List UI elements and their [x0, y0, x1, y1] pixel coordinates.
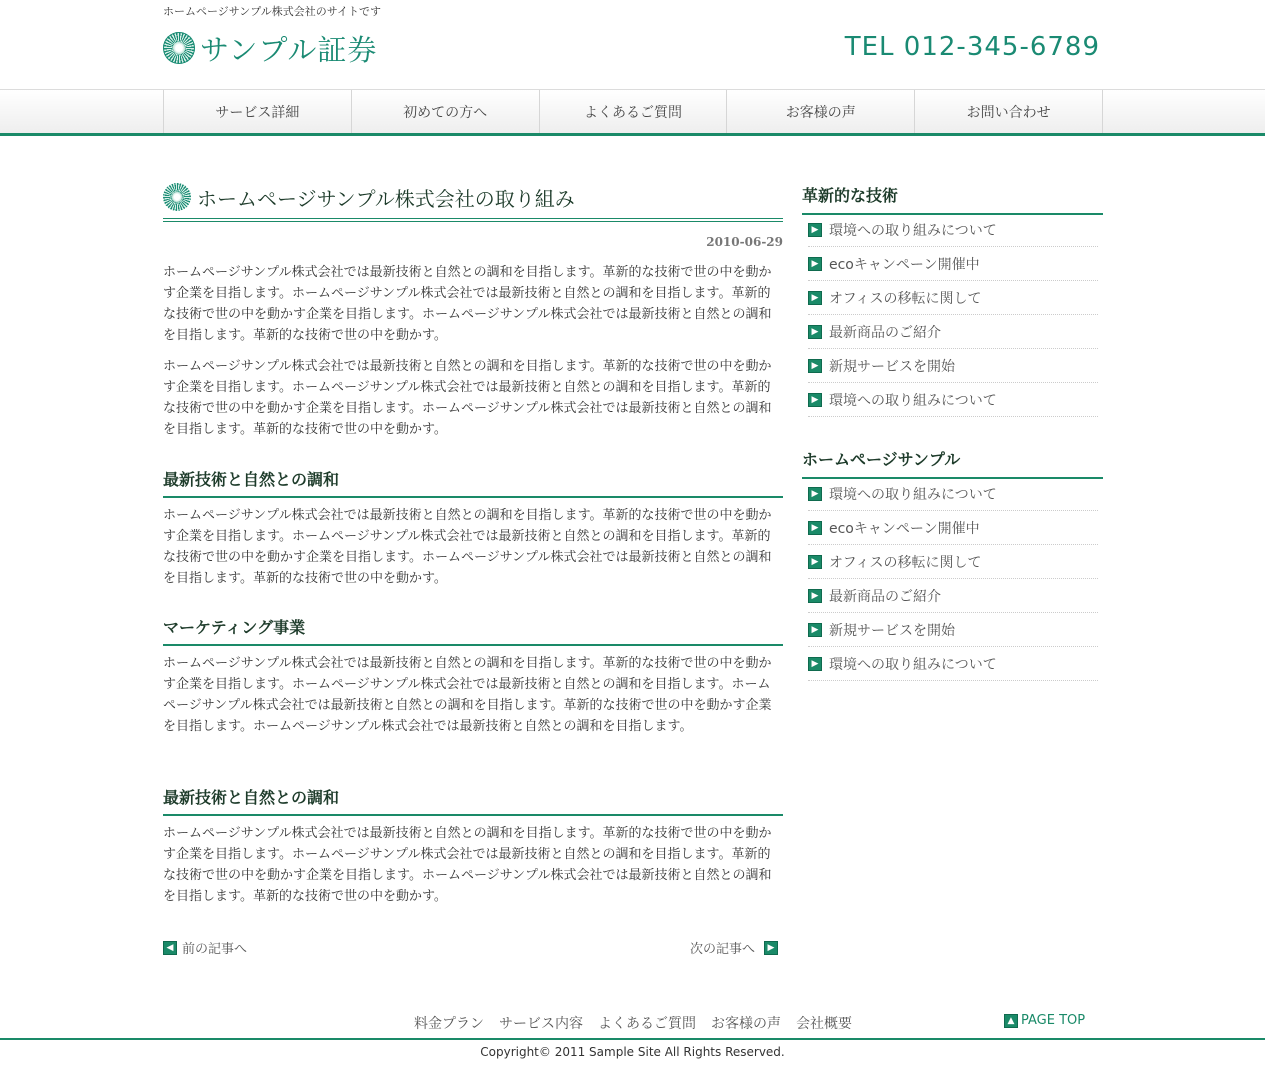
sidebar-link[interactable] [808, 349, 1098, 383]
footer-link-testimonials[interactable]: お客様の声 [711, 1016, 781, 1032]
prev-article-link[interactable] [163, 938, 247, 957]
section-heading: 最新技術と自然との調和 [163, 785, 783, 816]
sidebar-link[interactable] [808, 383, 1098, 417]
sunburst-logo-icon [163, 32, 195, 64]
chevron-right-icon: ▶ [808, 223, 822, 237]
chevron-right-icon: ▶ [808, 291, 822, 305]
chevron-right-icon: ▶ [808, 657, 822, 671]
chevron-right-icon: ▶ [808, 325, 822, 339]
sidebar-heading: 革新的な技術 [802, 183, 1103, 215]
sidebar-heading: ホームページサンプル [802, 447, 1103, 479]
chevron-right-icon: ▶ [808, 257, 822, 271]
section-paragraph: ホームページサンプル株式会社では最新技術と自然との調和を目指します。革新的な技術で世の中を動かす企業を目指します。ホームページサンプル株式会社では最新技術と自然との調和を目指します。ホームページサンプル株式会社では最新技術と自然との調和を目指します。革新的な技術で世の中を動かす企業を目指します。ホームページサンプル株式会社では最新技術と自然との調和を目指します。 [163, 656, 772, 734]
section-heading: マーケティング事業 [163, 615, 783, 646]
chevron-up-icon: ▲ [1004, 1014, 1018, 1028]
sidebar-link[interactable] [808, 511, 1098, 545]
footer-link-pricing[interactable]: 料金プラン [414, 1016, 484, 1032]
sidebar-link-label: 新規サービスを開始 [829, 358, 955, 375]
page-top-label: PAGE TOP [1021, 1013, 1086, 1028]
sidebar-link[interactable] [808, 477, 1098, 511]
footer-link-faq[interactable]: よくあるご質問 [598, 1016, 696, 1032]
sidebar-link[interactable] [808, 647, 1098, 681]
footer-link-services[interactable]: サービス内容 [499, 1016, 583, 1032]
global-nav-bar [0, 89, 1265, 136]
chevron-right-icon: ▶ [808, 487, 822, 501]
section-paragraph: ホームページサンプル株式会社では最新技術と自然との調和を目指します。革新的な技術で世の中を動かす企業を目指します。ホームページサンプル株式会社では最新技術と自然との調和を目指します。革新的な技術で世の中を動かす企業を目指します。ホームページサンプル株式会社では最新技術と自然との調和を目指します。革新的な技術で世の中を動かす。 [163, 508, 772, 586]
article-paragraph: ホームページサンプル株式会社では最新技術と自然との調和を目指します。革新的な技術で世の中を動かす企業を目指します。ホームページサンプル株式会社では最新技術と自然との調和を目指します。革新的な技術で世の中を動かす企業を目指します。ホームページサンプル株式会社では最新技術と自然との調和を目指します。革新的な技術で世の中を動かす。 [163, 265, 772, 343]
sidebar-list [808, 477, 1098, 681]
copyright: Copyright© 2011 Sample Site All Rights Reserved. [480, 1045, 785, 1059]
chevron-right-icon: ▶ [808, 555, 822, 569]
site-tagline: ホームページサンプル株式会社のサイトです [163, 5, 382, 18]
sidebar-link[interactable] [808, 213, 1098, 247]
sidebar-list [808, 213, 1098, 417]
sidebar-link[interactable] [808, 613, 1098, 647]
chevron-right-icon: ▶ [808, 589, 822, 603]
chevron-right-icon: ▶ [808, 393, 822, 407]
sidebar-link-label: オフィスの移転に関して [829, 554, 982, 571]
sidebar-link[interactable] [808, 545, 1098, 579]
sidebar-link-label: ecoキャンペーン開催中 [829, 256, 980, 273]
sidebar-link-label: 環境への取り組みについて [829, 486, 997, 503]
sidebar-link-label: 新規サービスを開始 [829, 622, 955, 639]
article-date: 2010-06-29 [706, 235, 783, 249]
footer-links [414, 1013, 867, 1033]
footer-link-company[interactable]: 会社概要 [796, 1016, 852, 1032]
sidebar-link[interactable] [808, 281, 1098, 315]
nav-item-testimonials[interactable]: お客様の声 [727, 90, 915, 133]
chevron-left-icon: ◀ [163, 941, 177, 955]
sidebar-link-label: オフィスの移転に関して [829, 290, 982, 307]
nav-item-faq[interactable]: よくあるご質問 [540, 90, 728, 133]
site-logo[interactable] [163, 30, 377, 66]
chevron-right-icon: ▶ [808, 521, 822, 535]
site-name: サンプル証券 [200, 32, 378, 67]
footer-divider [0, 1038, 1265, 1040]
next-article-label: 次の記事へ [690, 942, 756, 957]
sidebar-link-label: 環境への取り組みについて [829, 656, 997, 673]
sidebar-link-label: 最新商品のご紹介 [829, 324, 941, 341]
nav-item-first-time[interactable]: 初めての方へ [352, 90, 540, 133]
sidebar-link[interactable] [808, 579, 1098, 613]
nav-item-service-details[interactable]: サービス詳細 [164, 90, 352, 133]
sidebar-link[interactable] [808, 247, 1098, 281]
phone-number: TEL 012-345-6789 [844, 32, 1100, 62]
sidebar-link-label: ecoキャンペーン開催中 [829, 520, 980, 537]
prev-article-label: 前の記事へ [182, 942, 248, 957]
global-nav [163, 90, 1103, 133]
sidebar-link[interactable] [808, 315, 1098, 349]
sidebar-link-label: 最新商品のご紹介 [829, 588, 941, 605]
chevron-right-icon: ▶ [808, 359, 822, 373]
chevron-right-icon: ▶ [764, 941, 778, 955]
section-heading: 最新技術と自然との調和 [163, 467, 783, 498]
sidebar-link-label: 環境への取り組みについて [829, 392, 997, 409]
article-paragraph: ホームページサンプル株式会社では最新技術と自然との調和を目指します。革新的な技術で世の中を動かす企業を目指します。ホームページサンプル株式会社では最新技術と自然との調和を目指します。革新的な技術で世の中を動かす企業を目指します。ホームページサンプル株式会社では最新技術と自然との調和を目指します。革新的な技術で世の中を動かす。 [163, 359, 772, 437]
sidebar-link-label: 環境への取り組みについて [829, 222, 997, 239]
next-article-link[interactable] [690, 938, 778, 957]
section-paragraph: ホームページサンプル株式会社では最新技術と自然との調和を目指します。革新的な技術で世の中を動かす企業を目指します。ホームページサンプル株式会社では最新技術と自然との調和を目指します。革新的な技術で世の中を動かす企業を目指します。ホームページサンプル株式会社では最新技術と自然との調和を目指します。革新的な技術で世の中を動かす。 [163, 826, 772, 904]
page-top-link[interactable] [1004, 1013, 1085, 1028]
article-title: ホームページサンプル株式会社の取り組み [197, 186, 575, 211]
chevron-right-icon: ▶ [808, 623, 822, 637]
article-title-bar [163, 180, 783, 222]
nav-item-contact[interactable]: お問い合わせ [915, 90, 1103, 133]
sunburst-heading-icon [163, 183, 191, 211]
